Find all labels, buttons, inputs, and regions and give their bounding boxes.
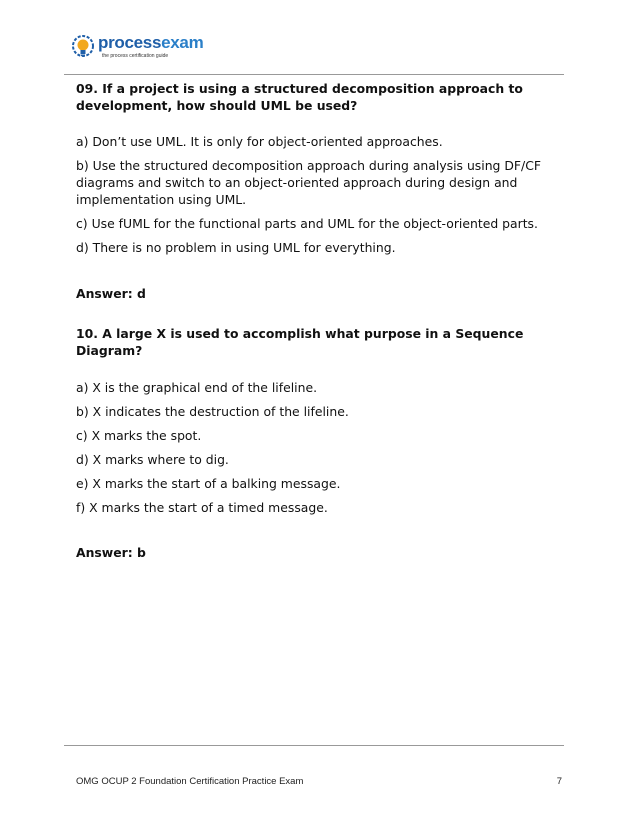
option-a: a) Don’t use UML. It is only for object-oriented approaches. bbox=[76, 134, 443, 149]
option-b: b) Use the structured decomposition approach during analysis using DF/CF diagrams and switch to an object-oriented approach during design and implementation using UML. bbox=[76, 158, 541, 207]
option-b: b) X indicates the destruction of the lifeline. bbox=[76, 404, 349, 419]
question-title: 09. If a project is using a structured decomposition approach to development, how should UML be used? bbox=[76, 81, 523, 113]
option-d: d) X marks where to dig. bbox=[76, 452, 229, 467]
question-block-09 bbox=[76, 80, 546, 302]
lightbulb-gear-icon bbox=[70, 34, 96, 60]
header-divider bbox=[64, 74, 564, 75]
logo-wordmark: processexam bbox=[98, 33, 204, 52]
logo-tagline: the process certification guide bbox=[102, 53, 169, 59]
option-c: c) X marks the spot. bbox=[76, 428, 202, 443]
page-number: 7 bbox=[556, 776, 562, 787]
answer-label: Answer: d bbox=[76, 286, 146, 301]
page-footer bbox=[76, 776, 562, 787]
footer-title: OMG OCUP 2 Foundation Certification Practice Exam bbox=[76, 776, 304, 787]
footer-divider bbox=[64, 745, 564, 746]
option-e: e) X marks the start of a balking message. bbox=[76, 476, 341, 491]
answer-label: Answer: b bbox=[76, 545, 146, 560]
option-a: a) X is the graphical end of the lifeline. bbox=[76, 380, 318, 395]
question-block-10 bbox=[76, 325, 546, 561]
option-d: d) There is no problem in using UML for everything. bbox=[76, 240, 396, 255]
option-c: c) Use fUML for the functional parts and UML for the object-oriented parts. bbox=[76, 216, 538, 231]
option-f: f) X marks the start of a timed message. bbox=[76, 500, 328, 515]
page-content bbox=[76, 80, 546, 561]
question-title: 10. A large X is used to accomplish what purpose in a Sequence Diagram? bbox=[76, 326, 524, 358]
processexam-logo bbox=[70, 30, 204, 66]
